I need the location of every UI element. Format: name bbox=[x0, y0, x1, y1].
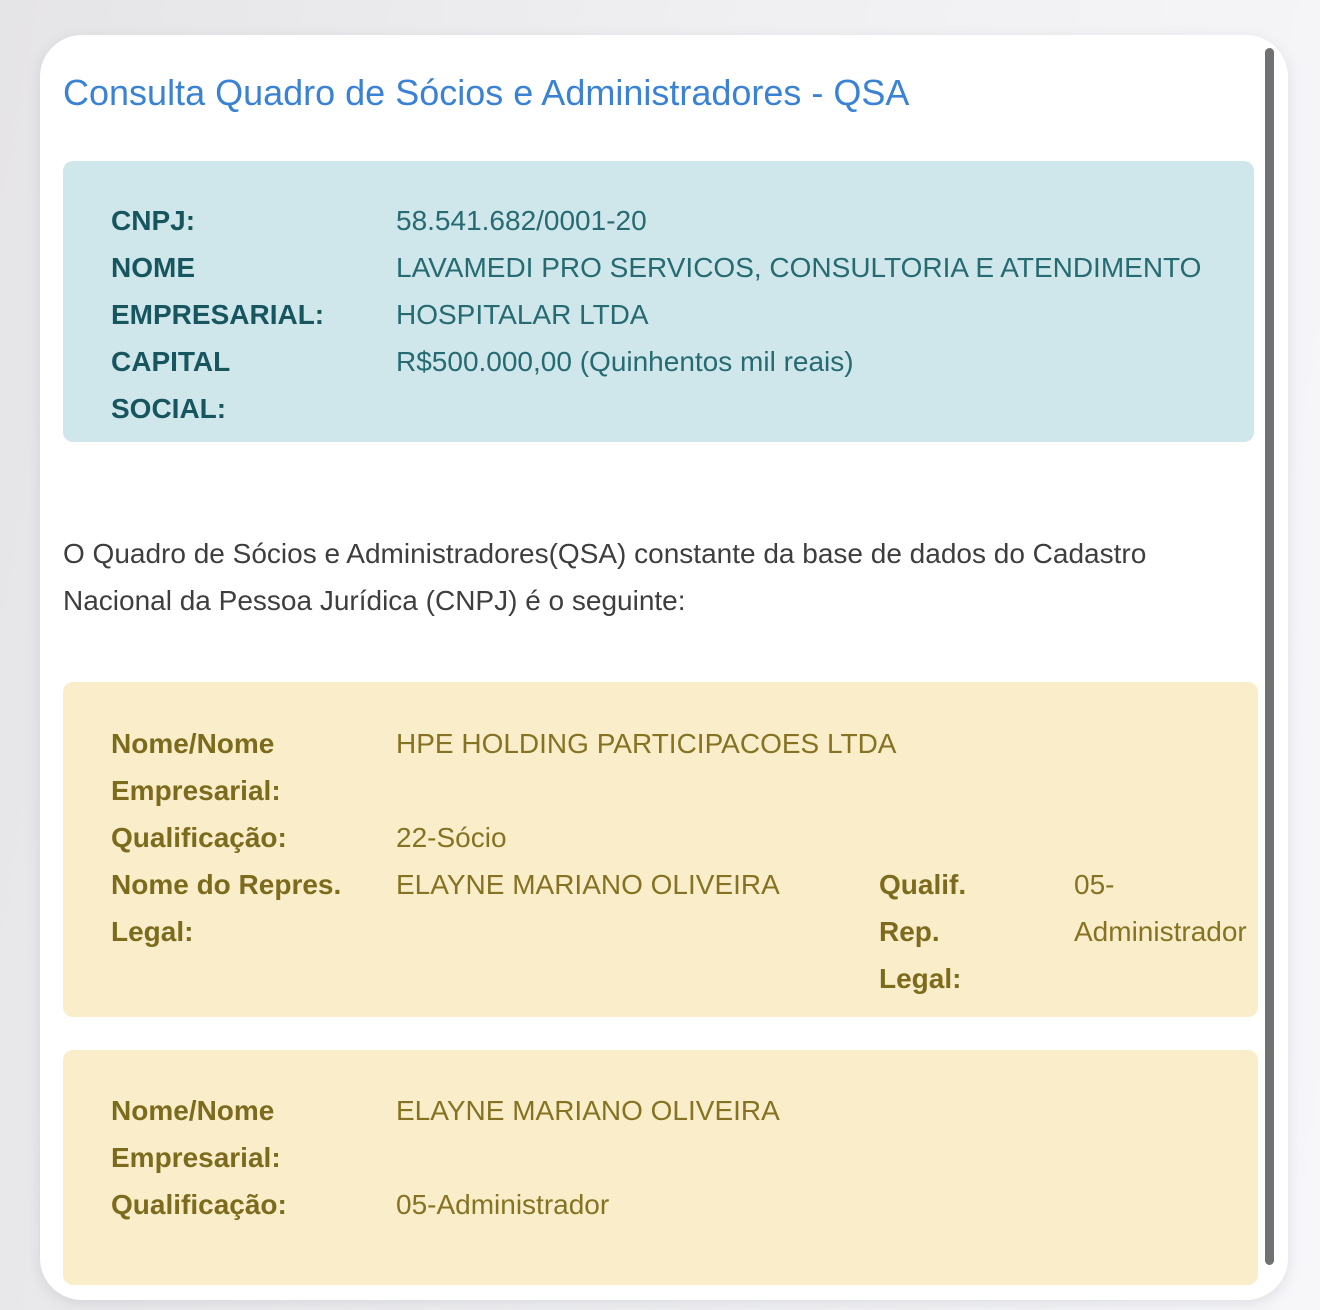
cnpj-label: CNPJ: bbox=[111, 205, 196, 236]
capital-social-value: R$500.000,00 (Quinhentos mil reais) bbox=[396, 346, 854, 377]
qualif-rep-legal-value: 05-Administrador bbox=[1074, 869, 1247, 947]
repres-legal-value: ELAYNE MARIANO OLIVEIRA bbox=[396, 869, 780, 900]
page-title: Consulta Quadro de Sócios e Administradores - QSA bbox=[63, 72, 910, 113]
partner-row-nome bbox=[111, 720, 1248, 814]
qsa-intro-text: O Quadro de Sócios e Administradores(QSA) constante da base de dados do Cadastro Nacional da Pessoa Jurídica (CNPJ) é o seguinte: bbox=[63, 538, 1147, 616]
partner-row-repres-legal bbox=[111, 861, 1248, 1002]
capital-social-label: CAPITAL SOCIAL: bbox=[111, 346, 230, 424]
partner-nome-value: HPE HOLDING PARTICIPACOES LTDA bbox=[396, 728, 897, 759]
qualif-rep-legal-label: Qualif. Rep. Legal: bbox=[879, 869, 967, 994]
partner-nome-label: Nome/Nome Empresarial: bbox=[111, 728, 281, 806]
partner-row-qualificacao bbox=[111, 814, 1248, 861]
partner-nome-value: ELAYNE MARIANO OLIVEIRA bbox=[396, 1095, 780, 1126]
qsa-result-card bbox=[40, 35, 1288, 1300]
company-info-row-cnpj bbox=[111, 197, 1230, 244]
company-info-row-capital-social bbox=[111, 338, 1230, 432]
partner-row-qualificacao bbox=[111, 1181, 1248, 1228]
partner-card-2 bbox=[63, 1050, 1258, 1285]
company-summary-box bbox=[63, 161, 1254, 442]
company-info-row-nome-empresarial bbox=[111, 244, 1230, 338]
nome-empresarial-value: LAVAMEDI PRO SERVICOS, CONSULTORIA E ATENDIMENTO HOSPITALAR LTDA bbox=[396, 252, 1202, 330]
partner-qualificacao-value: 22-Sócio bbox=[396, 822, 507, 853]
partner-qualificacao-label: Qualificação: bbox=[111, 822, 287, 853]
repres-legal-label: Nome do Repres. Legal: bbox=[111, 869, 342, 947]
nome-empresarial-label: NOME EMPRESARIAL: bbox=[111, 252, 325, 330]
cnpj-value: 58.541.682/0001-20 bbox=[396, 205, 647, 236]
partner-qualificacao-value: 05-Administrador bbox=[396, 1189, 610, 1220]
vertical-scrollbar-thumb[interactable] bbox=[1265, 48, 1274, 1265]
partner-row-nome bbox=[111, 1087, 1248, 1181]
partner-card-1 bbox=[63, 682, 1258, 1017]
partner-nome-label: Nome/Nome Empresarial: bbox=[111, 1095, 281, 1173]
partner-qualificacao-label: Qualificação: bbox=[111, 1189, 287, 1220]
